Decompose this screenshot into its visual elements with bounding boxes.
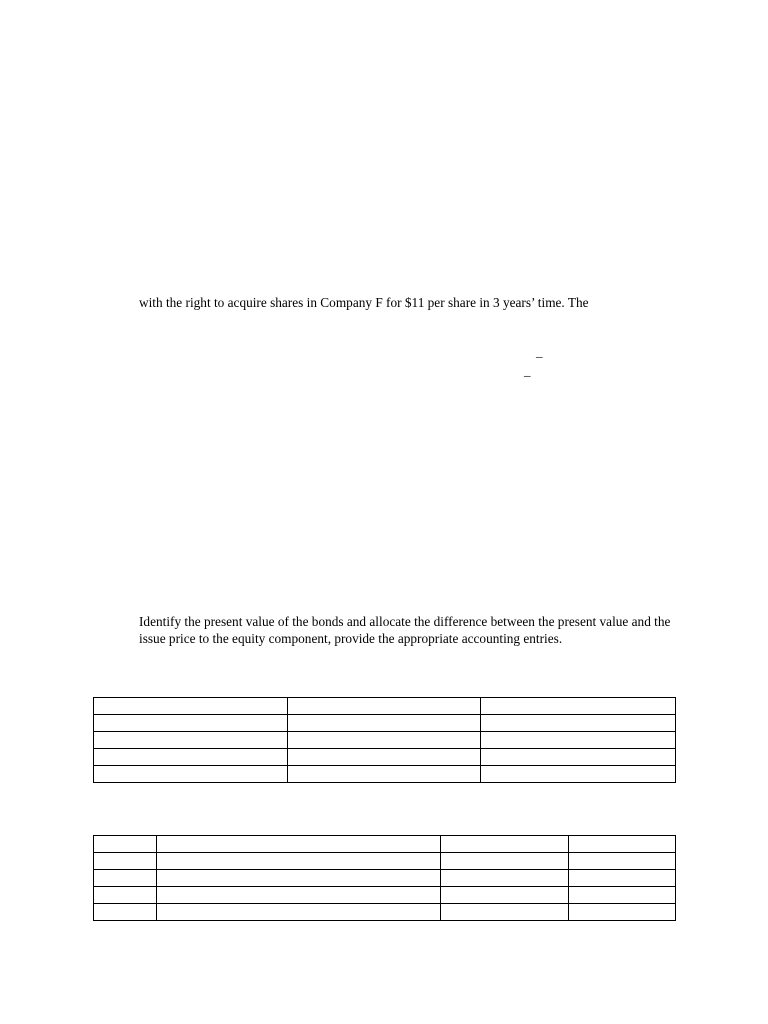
table-row — [94, 870, 676, 887]
table-cell — [569, 853, 676, 870]
table-cell — [481, 749, 676, 766]
table-cell — [481, 766, 676, 783]
table-row — [94, 698, 676, 715]
answer-table-2 — [93, 835, 676, 921]
table-cell — [441, 904, 569, 921]
answer-table-1 — [93, 697, 676, 783]
blank-mark: _ — [536, 344, 543, 359]
table-cell — [94, 853, 157, 870]
table-cell — [288, 749, 481, 766]
table-cell — [441, 853, 569, 870]
table-cell — [288, 766, 481, 783]
table-cell — [441, 836, 569, 853]
table-cell — [157, 887, 441, 904]
table-cell — [481, 715, 676, 732]
table-row — [94, 732, 676, 749]
table-cell — [94, 749, 288, 766]
table-cell — [569, 904, 676, 921]
table-cell — [569, 836, 676, 853]
table-cell — [481, 698, 676, 715]
table-cell — [441, 887, 569, 904]
table-row — [94, 853, 676, 870]
table-cell — [288, 698, 481, 715]
body-text-line: with the right to acquire shares in Company F for $11 per share in 3 years’ time. The — [139, 295, 589, 310]
table-cell — [569, 870, 676, 887]
instruction-paragraph: Identify the present value of the bonds and allocate the difference between the present value and the issue price to the equity component, provide the appropriate accounting entries. — [139, 614, 671, 646]
table-row — [94, 715, 676, 732]
table-cell — [94, 836, 157, 853]
table-cell — [94, 766, 288, 783]
table-cell — [441, 870, 569, 887]
table-row — [94, 836, 676, 853]
table-cell — [569, 887, 676, 904]
table-cell — [94, 887, 157, 904]
table-cell — [481, 732, 676, 749]
table-cell — [94, 715, 288, 732]
table-cell — [157, 836, 441, 853]
table-cell — [94, 732, 288, 749]
table-cell — [157, 853, 441, 870]
table-row — [94, 766, 676, 783]
table-cell — [94, 904, 157, 921]
table-cell — [157, 904, 441, 921]
table-row — [94, 887, 676, 904]
table-cell — [157, 870, 441, 887]
table-cell — [288, 715, 481, 732]
table-cell — [288, 732, 481, 749]
table-cell — [94, 698, 288, 715]
table-cell — [94, 870, 157, 887]
blank-mark: _ — [524, 363, 531, 378]
table-row — [94, 749, 676, 766]
table-row — [94, 904, 676, 921]
